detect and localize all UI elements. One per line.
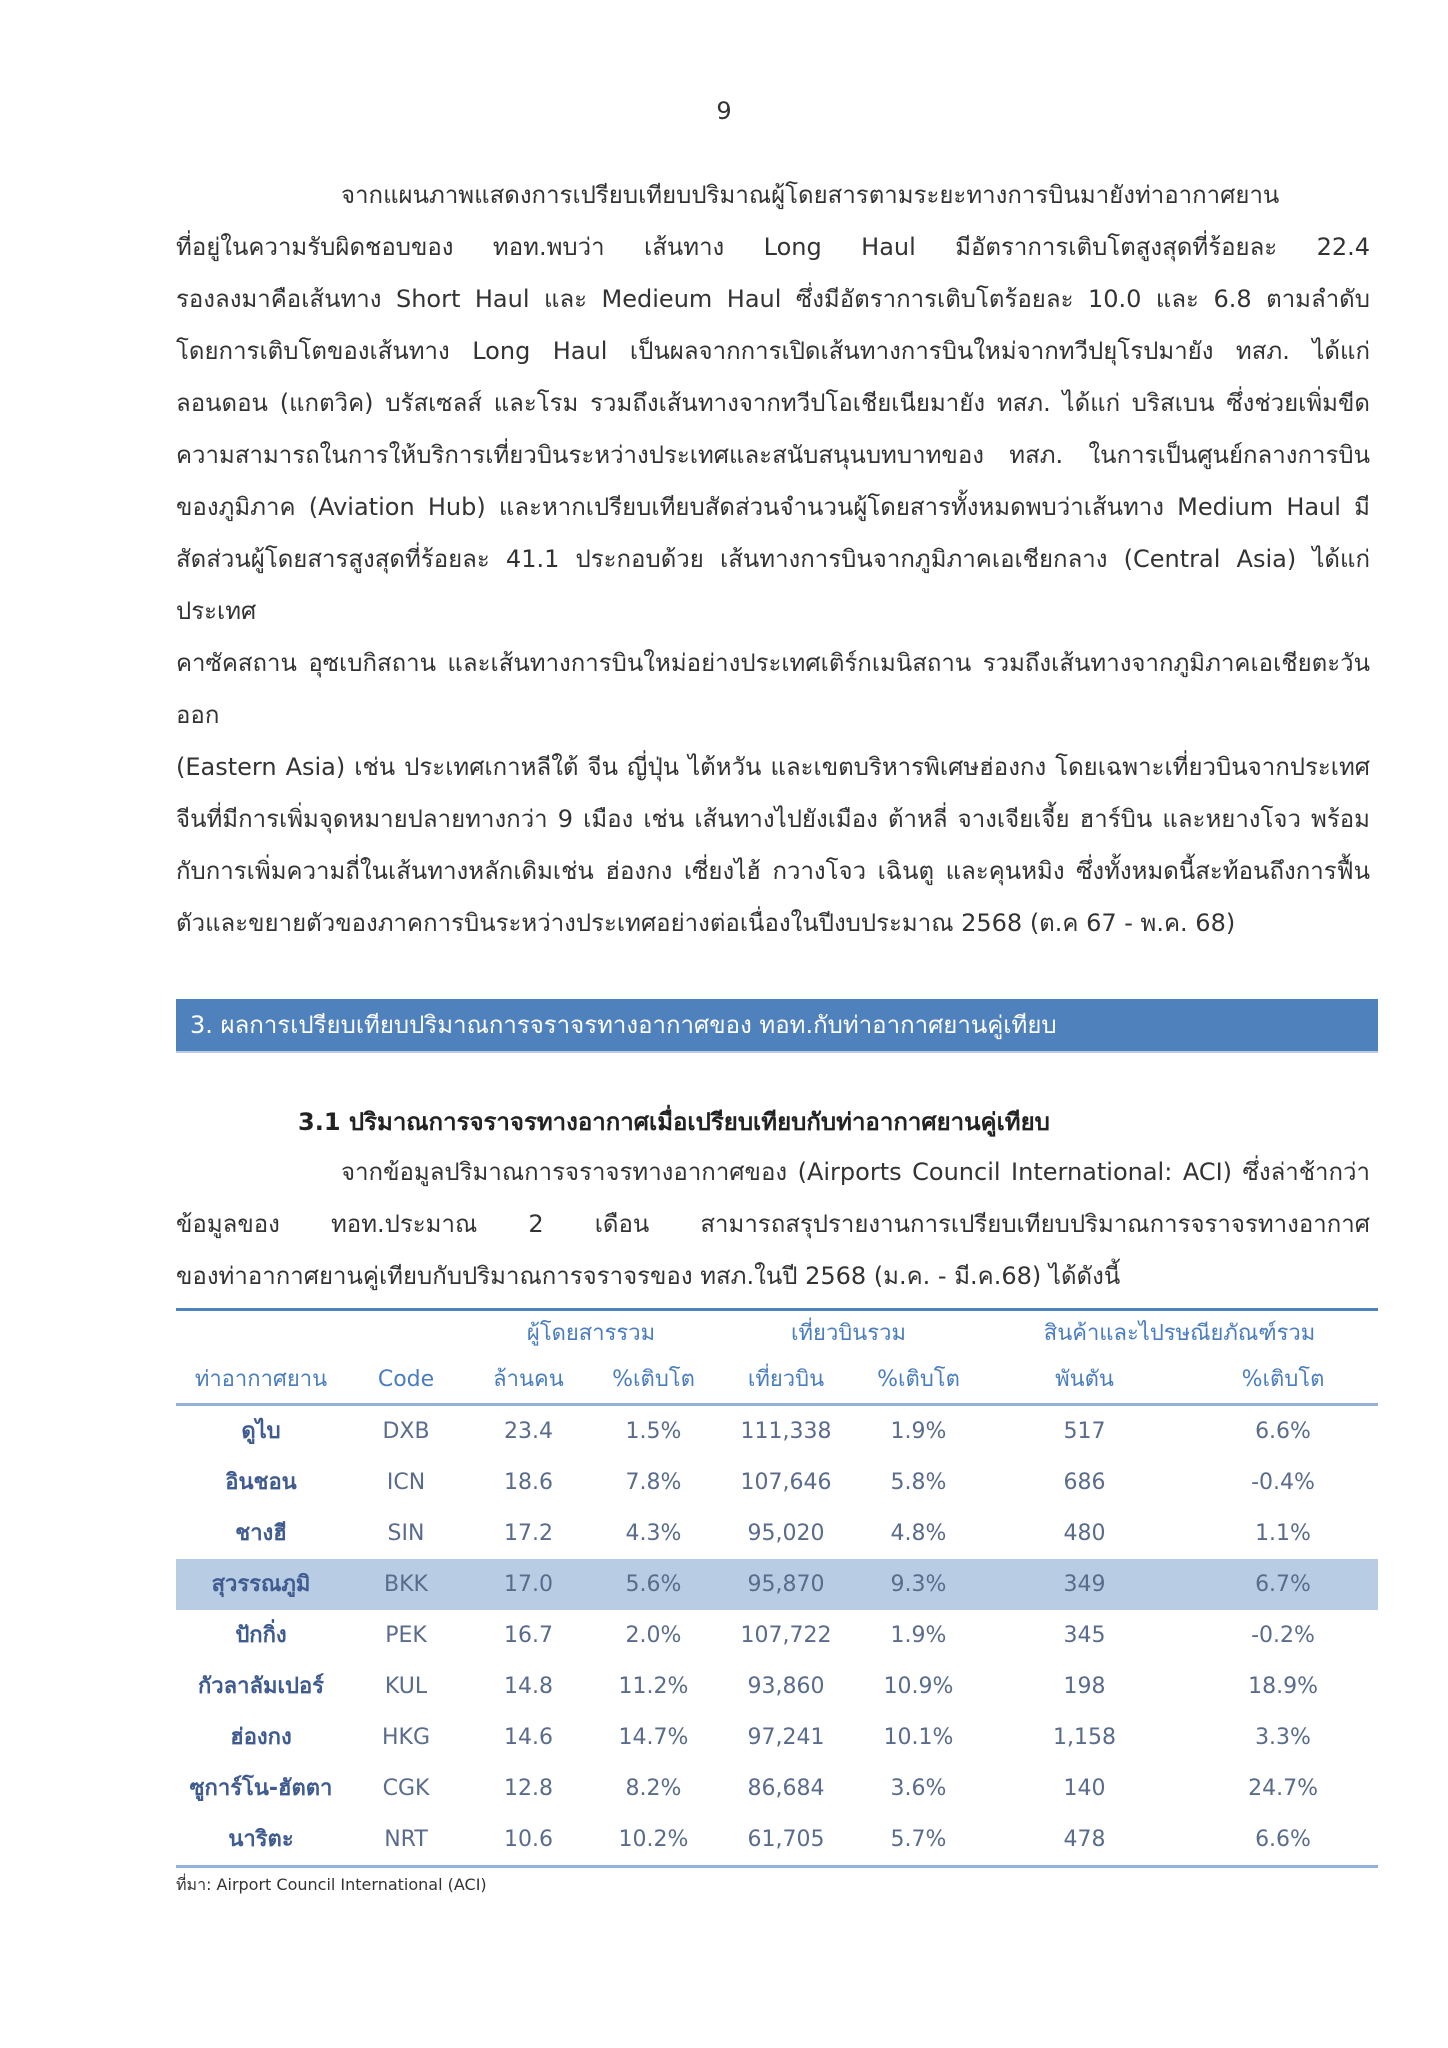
airport-name: ซูการ์โน-ฮัตตา (189, 1775, 333, 1801)
table-cell: 14.7% (618, 1724, 689, 1750)
column-header: %เติบโต (1188, 1357, 1378, 1405)
airport-code: NRT (346, 1814, 466, 1867)
table-cell: 14.6 (504, 1724, 553, 1750)
airport-name: นาริตะ (176, 1814, 346, 1867)
table-cell: 23.4 (504, 1418, 553, 1444)
table-cell: 17.0 (466, 1559, 591, 1610)
table-cell: 16.7 (504, 1622, 553, 1648)
table-row (176, 1814, 1378, 1867)
table-column-header-row (176, 1357, 1378, 1405)
table-cell: 349 (981, 1559, 1188, 1610)
table-cell: 11.2% (618, 1673, 689, 1699)
airport-name: ฮ่องกง (230, 1724, 292, 1750)
text-line: จากแผนภาพแสดงการเปรียบเทียบปริมาณผู้โดยสารตามระยะทางการบินมายังท่าอากาศยาน (341, 181, 1280, 209)
airport-name: ชางฮี (235, 1520, 287, 1546)
airport-code: ICN (386, 1469, 426, 1495)
source-note: ที่มา: Airport Council International (ACI) (176, 1875, 487, 1894)
paragraph-traffic-by-distance (176, 169, 1370, 949)
table-cell: 9.3% (856, 1559, 981, 1610)
airport-code: PEK (385, 1622, 427, 1648)
text-line: ความสามารถในการให้บริการเที่ยวบินระหว่างประเทศและสนับสนุนบทบาทของ ทสภ. ในการเป็นศูนย์กลางการบิน (176, 441, 1370, 469)
text-line: กับการเพิ่มความถี่ในเส้นทางหลักเดิมเช่น ฮ่องกง เซี่ยงไฮ้ กวางโจว เฉินตู และคุนหมิง ซึ่งทั้งหมดนี้สะท้อนถึงการฟื้น (176, 857, 1370, 885)
table-cell: 5.6% (591, 1559, 716, 1610)
table-cell: 10.9% (883, 1673, 954, 1699)
table-cell: 7.8% (625, 1469, 682, 1495)
table-cell: 61,705 (716, 1814, 856, 1867)
table-cell: 198 (1063, 1673, 1106, 1699)
table-cell: 480 (1063, 1520, 1106, 1546)
table-cell: 1.9% (890, 1622, 947, 1648)
column-header: %เติบโต (856, 1357, 981, 1405)
text-line: (Eastern Asia) เช่น ประเทศเกาหลีใต้ จีน ญี่ปุ่น ไต้หวัน และเขตบริหารพิเศษฮ่องกง โดยเฉพาะเที่ยวบินจากประเทศ (176, 753, 1370, 781)
table-row (176, 1559, 1378, 1610)
table-row (176, 1610, 1378, 1661)
airport-name: สุวรรณภูมิ (176, 1559, 346, 1610)
airport-comparison-table (176, 1308, 1378, 1868)
text-line: โดยการเติบโตของเส้นทาง Long Haul เป็นผลจากการเปิดเส้นทางการบินใหม่จากทวีปยุโรปมายัง ทสภ. ได้แก่ (176, 337, 1370, 365)
table-cell: 111,338 (740, 1418, 832, 1444)
paragraph-aci-comparison (176, 1146, 1370, 1302)
table-cell: 3.6% (890, 1775, 947, 1801)
table-row (176, 1661, 1378, 1712)
group-header-cargo: สินค้าและไปรษณียภัณฑ์รวม (981, 1310, 1378, 1358)
table-cell: 18.9% (1248, 1673, 1318, 1699)
table-cell: 345 (1063, 1622, 1106, 1648)
table-cell: 86,684 (747, 1775, 825, 1801)
column-header: ท่าอากาศยาน (176, 1357, 346, 1405)
text-line: ที่อยู่ในความรับผิดชอบของ ทอท.พบว่า เส้นทาง Long Haul มีอัตราการเติบโตสูงสุดที่ร้อยละ 22.4 (176, 233, 1370, 261)
text-line: จากข้อมูลปริมาณการจราจรทางอากาศของ (Airports Council International: ACI) ซึ่งล่าช้ากว่า (341, 1158, 1370, 1186)
table-cell: 478 (981, 1814, 1188, 1867)
table-cell: 24.7% (1248, 1775, 1318, 1801)
table-row (176, 1712, 1378, 1763)
table-cell: 3.3% (1255, 1724, 1311, 1750)
airport-code: KUL (384, 1673, 428, 1699)
column-header: พันตัน (981, 1357, 1188, 1405)
table-cell: -0.4% (1251, 1469, 1315, 1495)
table-cell: 12.8 (504, 1775, 553, 1801)
text-line: จีนที่มีการเพิ่มจุดหมายปลายทางกว่า 9 เมือง เช่น เส้นทางไปยังเมือง ต้าหลี่ จางเจียเจี้ย ฮาร์บิน และหยางโจว พร้อม (176, 805, 1370, 833)
table-group-header-row (176, 1310, 1378, 1358)
table-cell: 140 (1063, 1775, 1106, 1801)
table-cell: 6.7% (1188, 1559, 1378, 1610)
airport-code: DXB (382, 1418, 430, 1444)
table-cell: 6.6% (1255, 1418, 1311, 1444)
group-header-passengers: ผู้โดยสารรวม (466, 1310, 716, 1358)
airport-name: ปักกิ่ง (235, 1622, 287, 1648)
text-line: คาซัคสถาน อุซเบกิสถาน และเส้นทางการบินใหม่อย่างประเทศเติร์กเมนิสถาน รวมถึงเส้นทางจากภูมิภาคเอเชียตะวันออก (176, 649, 1370, 729)
airport-name: อินชอน (225, 1469, 297, 1495)
table-cell: 6.6% (1188, 1814, 1378, 1867)
text-line: สัดส่วนผู้โดยสารสูงสุดที่ร้อยละ 41.1 ประกอบด้วย เส้นทางการบินจากภูมิภาคเอเชียกลาง (Central Asia) ได้แก่ ประเทศ (176, 545, 1370, 625)
table-cell: 4.8% (890, 1520, 947, 1546)
table-cell: 2.0% (625, 1622, 682, 1648)
column-header: เที่ยวบิน (716, 1357, 856, 1405)
table-cell: 107,722 (740, 1622, 832, 1648)
airport-code: SIN (387, 1520, 425, 1546)
airport-code: BKK (346, 1559, 466, 1610)
airport-name: ดูไบ (241, 1418, 281, 1444)
text-line: ลอนดอน (แกตวิค) บรัสเซลส์ และโรม รวมถึงเส้นทางจากทวีปโอเชียเนียมายัง ทสภ. ได้แก่ บริสเบน ซึ่งช่วยเพิ่มขีด (176, 389, 1370, 417)
table-cell: 1.9% (890, 1418, 947, 1444)
table-cell: 17.2 (504, 1520, 553, 1546)
table-cell: 686 (1063, 1469, 1106, 1495)
table-cell: 5.8% (890, 1469, 947, 1495)
text-line: รองลงมาคือเส้นทาง Short Haul และ Medieum Haul ซึ่งมีอัตราการเติบโตร้อยละ 10.0 และ 6.8 ตามลำดับ (176, 285, 1370, 313)
page-number: 9 (716, 97, 732, 125)
table-cell: 10.1% (883, 1724, 954, 1750)
table-cell: 95,870 (716, 1559, 856, 1610)
table-cell: 5.7% (856, 1814, 981, 1867)
table-cell: 1.1% (1255, 1520, 1311, 1546)
text-line: ข้อมูลของ ทอท.ประมาณ 2 เดือน สามารถสรุปรายงานการเปรียบเทียบปริมาณการจราจรทางอากาศ (176, 1210, 1370, 1238)
airport-name: กัวลาลัมเปอร์ (197, 1673, 324, 1699)
airport-code: CGK (382, 1775, 430, 1801)
table-cell: 107,646 (740, 1469, 832, 1495)
table-cell: 8.2% (625, 1775, 682, 1801)
column-header: Code (346, 1357, 466, 1405)
section-heading-bar: 3. ผลการเปรียบเทียบปริมาณการจราจรทางอากาศของ ทอท.กับท่าอากาศยานคู่เทียบ (176, 999, 1378, 1053)
airport-code: HKG (381, 1724, 431, 1750)
column-header: ล้านคน (466, 1357, 591, 1405)
text-line: ของท่าอากาศยานคู่เทียบกับปริมาณการจราจรของ ทสภ.ในปี 2568 (ม.ค. - มี.ค.68) ได้ดังนี้ (176, 1262, 1121, 1290)
table-cell: 93,860 (747, 1673, 825, 1699)
table-row (176, 1457, 1378, 1508)
table-row (176, 1763, 1378, 1814)
table-cell: 14.8 (504, 1673, 553, 1699)
table-cell: 18.6 (504, 1469, 553, 1495)
table-cell: 10.2% (591, 1814, 716, 1867)
table-cell: 10.6 (466, 1814, 591, 1867)
text-line: ตัวและขยายตัวของภาคการบินระหว่างประเทศอย่างต่อเนื่องในปีงบประมาณ 2568 (ต.ค 67 - พ.ค. 68) (176, 909, 1236, 937)
subheading: 3.1 ปริมาณการจราจรทางอากาศเมื่อเปรียบเทียบกับท่าอากาศยานคู่เทียบ (298, 1108, 1050, 1136)
table-cell: 1.5% (625, 1418, 682, 1444)
text-line: ของภูมิภาค (Aviation Hub) และหากเปรียบเทียบสัดส่วนจำนวนผู้โดยสารทั้งหมดพบว่าเส้นทาง Medium Haul มี (176, 493, 1370, 521)
group-header-flights: เที่ยวบินรวม (716, 1310, 981, 1358)
table-cell: 517 (1063, 1418, 1106, 1444)
table-cell: 95,020 (747, 1520, 825, 1546)
column-header: %เติบโต (591, 1357, 716, 1405)
table-cell: -0.2% (1251, 1622, 1315, 1648)
table-cell: 1,158 (1053, 1724, 1116, 1750)
table-cell: 4.3% (625, 1520, 682, 1546)
table-row (176, 1508, 1378, 1559)
table-cell: 97,241 (747, 1724, 825, 1750)
table-row (176, 1405, 1378, 1458)
